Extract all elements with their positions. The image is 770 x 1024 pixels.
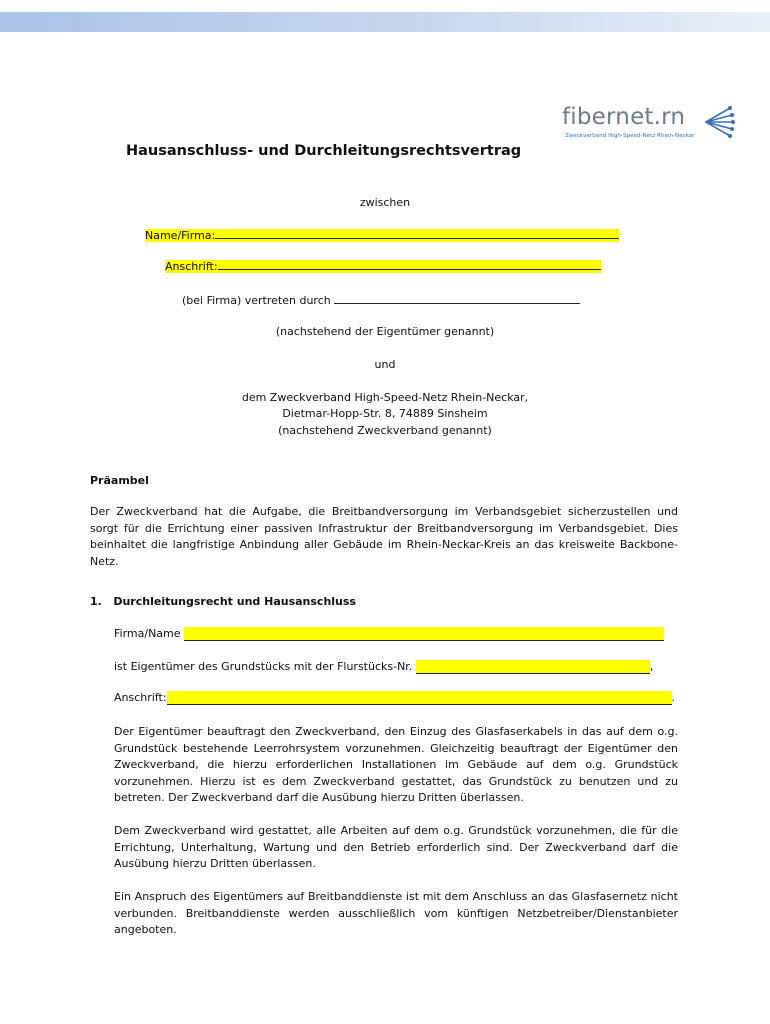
party-name-blank[interactable]: [215, 238, 619, 239]
parcel-number-blank[interactable]: [416, 660, 650, 674]
section1-heading: [90, 595, 356, 608]
section1-title: Durchleitungsrecht und Hausanschluss: [113, 595, 356, 608]
fiber-rays-icon: [702, 104, 736, 140]
between-text: zwischen: [359, 196, 411, 209]
represented-by-label: (bei Firma) vertreten durch: [182, 294, 331, 307]
party-name-field: [145, 229, 619, 242]
parcel-suffix: ,: [649, 660, 654, 673]
firma-name-blank[interactable]: [184, 627, 664, 641]
association-line2: Dietmar-Hopp-Str. 8, 74889 Sinsheim: [282, 407, 488, 420]
preamble-heading: Präambel: [90, 474, 149, 487]
and-text: und: [374, 358, 396, 371]
section1-paragraph-2: Dem Zweckverband wird gestattet, alle Arbeiten auf dem o.g. Grundstück vorzunehmen, die für die Errichtung, Unterhaltung, Wartung und den Betrieb erforderlich sind. Der Zweckverband darf die Ausübung hierzu Dritten überlassen.: [114, 824, 678, 870]
represented-by-blank[interactable]: [334, 303, 580, 304]
parcel-label: ist Eigentümer des Grundstücks mit der Flurstücks-Nr.: [114, 660, 413, 673]
property-address-label: Anschrift:: [114, 691, 167, 704]
association-note: (nachstehend Zweckverband genannt): [278, 424, 492, 437]
parcel-field: [114, 660, 653, 674]
section1-paragraph-1: Der Eigentümer beauftragt den Zweckverband, den Einzug des Glasfaserkabels in das auf dem o.g. Grundstück bestehende Leerrohrsystem vorzunehmen. Gleichzeitig beauftragt der Eigentümer den Zweckverband, die hierzu erforderlichen Installationen im Gebäude auf dem o.g. Grundstück vorzunehmen. Hierzu ist es dem Zweckverband gestattet, das Grundstück zu benutzen und zu betreten. Der Zweckverband darf die Ausübung hierzu Dritten überlassen.: [114, 725, 678, 804]
association-line1: dem Zweckverband High-Speed-Netz Rhein-Neckar,: [241, 391, 529, 404]
firma-name-label: Firma/Name: [114, 627, 181, 640]
party-address-field: [165, 260, 601, 273]
property-address-suffix: .: [671, 691, 676, 704]
section1-paragraph-3: Ein Anspruch des Eigentümers auf Breitbanddienste ist mit dem Anschluss an das Glasfasernetz nicht verbunden. Breitbanddienste werden ausschließlich vom künftigen Netzbetreiber/Dienstanbieter angeboten.: [114, 890, 678, 936]
firma-name-field: [114, 627, 664, 641]
header-band: [0, 12, 770, 32]
owner-note: (nachstehend der Eigentümer genannt): [275, 325, 495, 338]
document-title: Hausanschluss- und Durchleitungsrechtsvertrag: [126, 143, 522, 159]
party-name-label: Name/Firma:: [145, 229, 216, 242]
preamble-text: Der Zweckverband hat die Aufgabe, die Breitbandversorgung im Verbandsgebiet sicherzustellen und sorgt für die Errichtung einer passiven Infrastruktur der Breitbandversorgung im Verbandsgebiet. Dies beinhaltet die langfristige Anbindung aller Gebäude im Rhein-Neckar-Kreis an das kreisweite Backbone-Netz.: [90, 505, 678, 568]
party-address-blank[interactable]: [218, 269, 601, 270]
party-address-label: Anschrift:: [165, 260, 218, 273]
fibernet-logo: [562, 104, 732, 148]
section1-number: 1.: [90, 595, 102, 608]
logo-subtitle: Zweckverband High-Speed-Netz Rhein-Neckar: [565, 133, 695, 139]
represented-by-field: [182, 294, 580, 307]
property-address-blank[interactable]: [167, 691, 672, 705]
logo-name: fibernet.rn: [562, 104, 686, 130]
property-address-field: [114, 691, 675, 705]
